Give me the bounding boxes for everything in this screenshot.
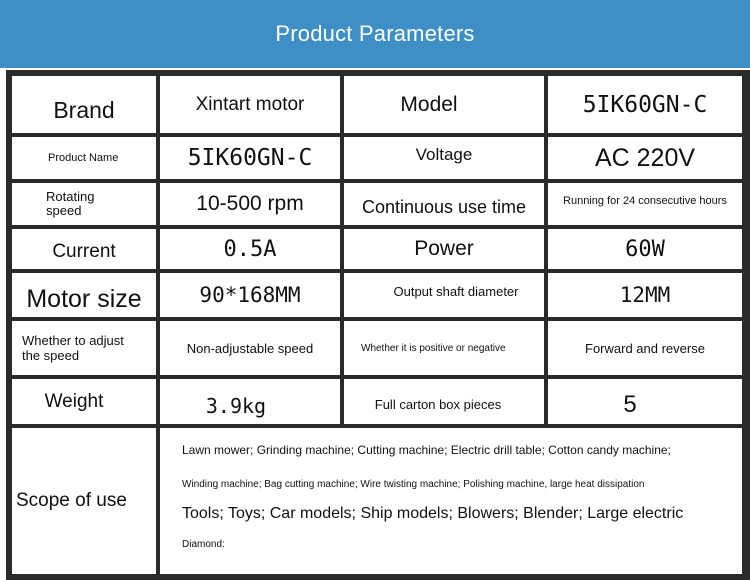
model-value-cell	[548, 76, 742, 133]
rotating-speed-label-line1: Rotating	[46, 189, 95, 204]
motor-size-value-cell	[160, 273, 340, 317]
header-banner	[0, 0, 750, 68]
weight-label-cell	[12, 379, 156, 424]
power-value-cell	[548, 229, 742, 269]
output-shaft-value: 12MM	[619, 283, 671, 307]
rotating-speed-label-line2: speed	[46, 203, 82, 218]
scope-line-1: Lawn mower; Grinding machine; Cutting machine; Electric drill table; Cotton candy machine;	[182, 443, 671, 457]
adjust-speed-label-cell	[12, 321, 156, 375]
current-label: Current	[52, 241, 116, 262]
carton-label-cell	[344, 379, 544, 424]
brand-label: Brand	[53, 97, 115, 123]
weight-label: Weight	[44, 390, 104, 412]
brand-value: Xintart motor	[195, 93, 305, 115]
parameters-table	[6, 70, 750, 580]
continuous-use-label-cell	[344, 183, 544, 225]
carton-label: Full carton box pieces	[374, 397, 502, 412]
rotating-speed-value-cell	[160, 183, 340, 225]
scope-label: Scope of use	[16, 490, 127, 511]
voltage-value-cell	[548, 137, 742, 179]
scope-line-3: Tools; Toys; Car models; Ship models; Blowers; Blender; Large electric	[182, 505, 684, 522]
carton-value-cell	[548, 379, 742, 424]
current-value-cell	[160, 229, 340, 269]
motor-size-label: Motor size	[26, 284, 142, 313]
brand-label-cell	[12, 76, 156, 133]
power-value: 60W	[625, 236, 665, 262]
product-name-value: 5IK60GN-C	[187, 145, 313, 171]
carton-value: 5	[623, 390, 637, 418]
page-title: Product Parameters	[275, 21, 475, 46]
output-shaft-label-cell	[344, 273, 544, 317]
continuous-use-label: Continuous use time	[361, 196, 527, 217]
scope-line-2: Winding machine; Bag cutting machine; Wire twisting machine; Polishing machine, large heat dissipation	[182, 479, 645, 490]
current-value: 0.5A	[223, 236, 277, 262]
scope-line-4: Diamond:	[182, 539, 225, 550]
product-name-label-cell	[12, 137, 156, 179]
output-shaft-value-cell	[548, 273, 742, 317]
motor-size-label-cell	[12, 273, 156, 317]
product-name-label: Product Name	[48, 152, 119, 164]
motor-size-value: 90*168MM	[199, 283, 301, 307]
voltage-label: Voltage	[415, 145, 473, 164]
voltage-label-cell	[344, 137, 544, 179]
adjust-speed-value-cell	[160, 321, 340, 375]
weight-value-cell	[160, 379, 340, 424]
direction-label-cell	[344, 321, 544, 375]
scope-label-cell	[12, 428, 156, 574]
brand-value-cell	[160, 76, 340, 133]
adjust-speed-value: Non-adjustable speed	[186, 340, 314, 356]
adjust-speed-label-line2: the speed	[22, 348, 80, 363]
model-label-cell	[344, 76, 544, 133]
power-label-cell	[344, 229, 544, 269]
rotating-speed-value: 10-500 rpm	[196, 192, 304, 215]
continuous-use-value-cell	[548, 183, 742, 225]
direction-label: Whether it is positive or negative	[361, 342, 506, 354]
voltage-value: AC 220V	[594, 143, 696, 172]
model-label: Model	[400, 92, 458, 116]
adjust-speed-label-line1: Whether to adjust	[22, 333, 124, 348]
weight-value: 3.9kg	[205, 393, 267, 418]
product-name-value-cell	[160, 137, 340, 179]
output-shaft-label: Output shaft diameter	[393, 283, 519, 299]
continuous-use-value: Running for 24 consecutive hours	[563, 195, 727, 207]
direction-value-cell	[548, 321, 742, 375]
current-label-cell	[12, 229, 156, 269]
power-label: Power	[414, 237, 474, 260]
model-value: 5IK60GN-C	[582, 91, 708, 118]
rotating-speed-label-cell	[12, 183, 156, 225]
direction-value: Forward and reverse	[585, 340, 705, 356]
scope-value-cell	[160, 428, 742, 574]
